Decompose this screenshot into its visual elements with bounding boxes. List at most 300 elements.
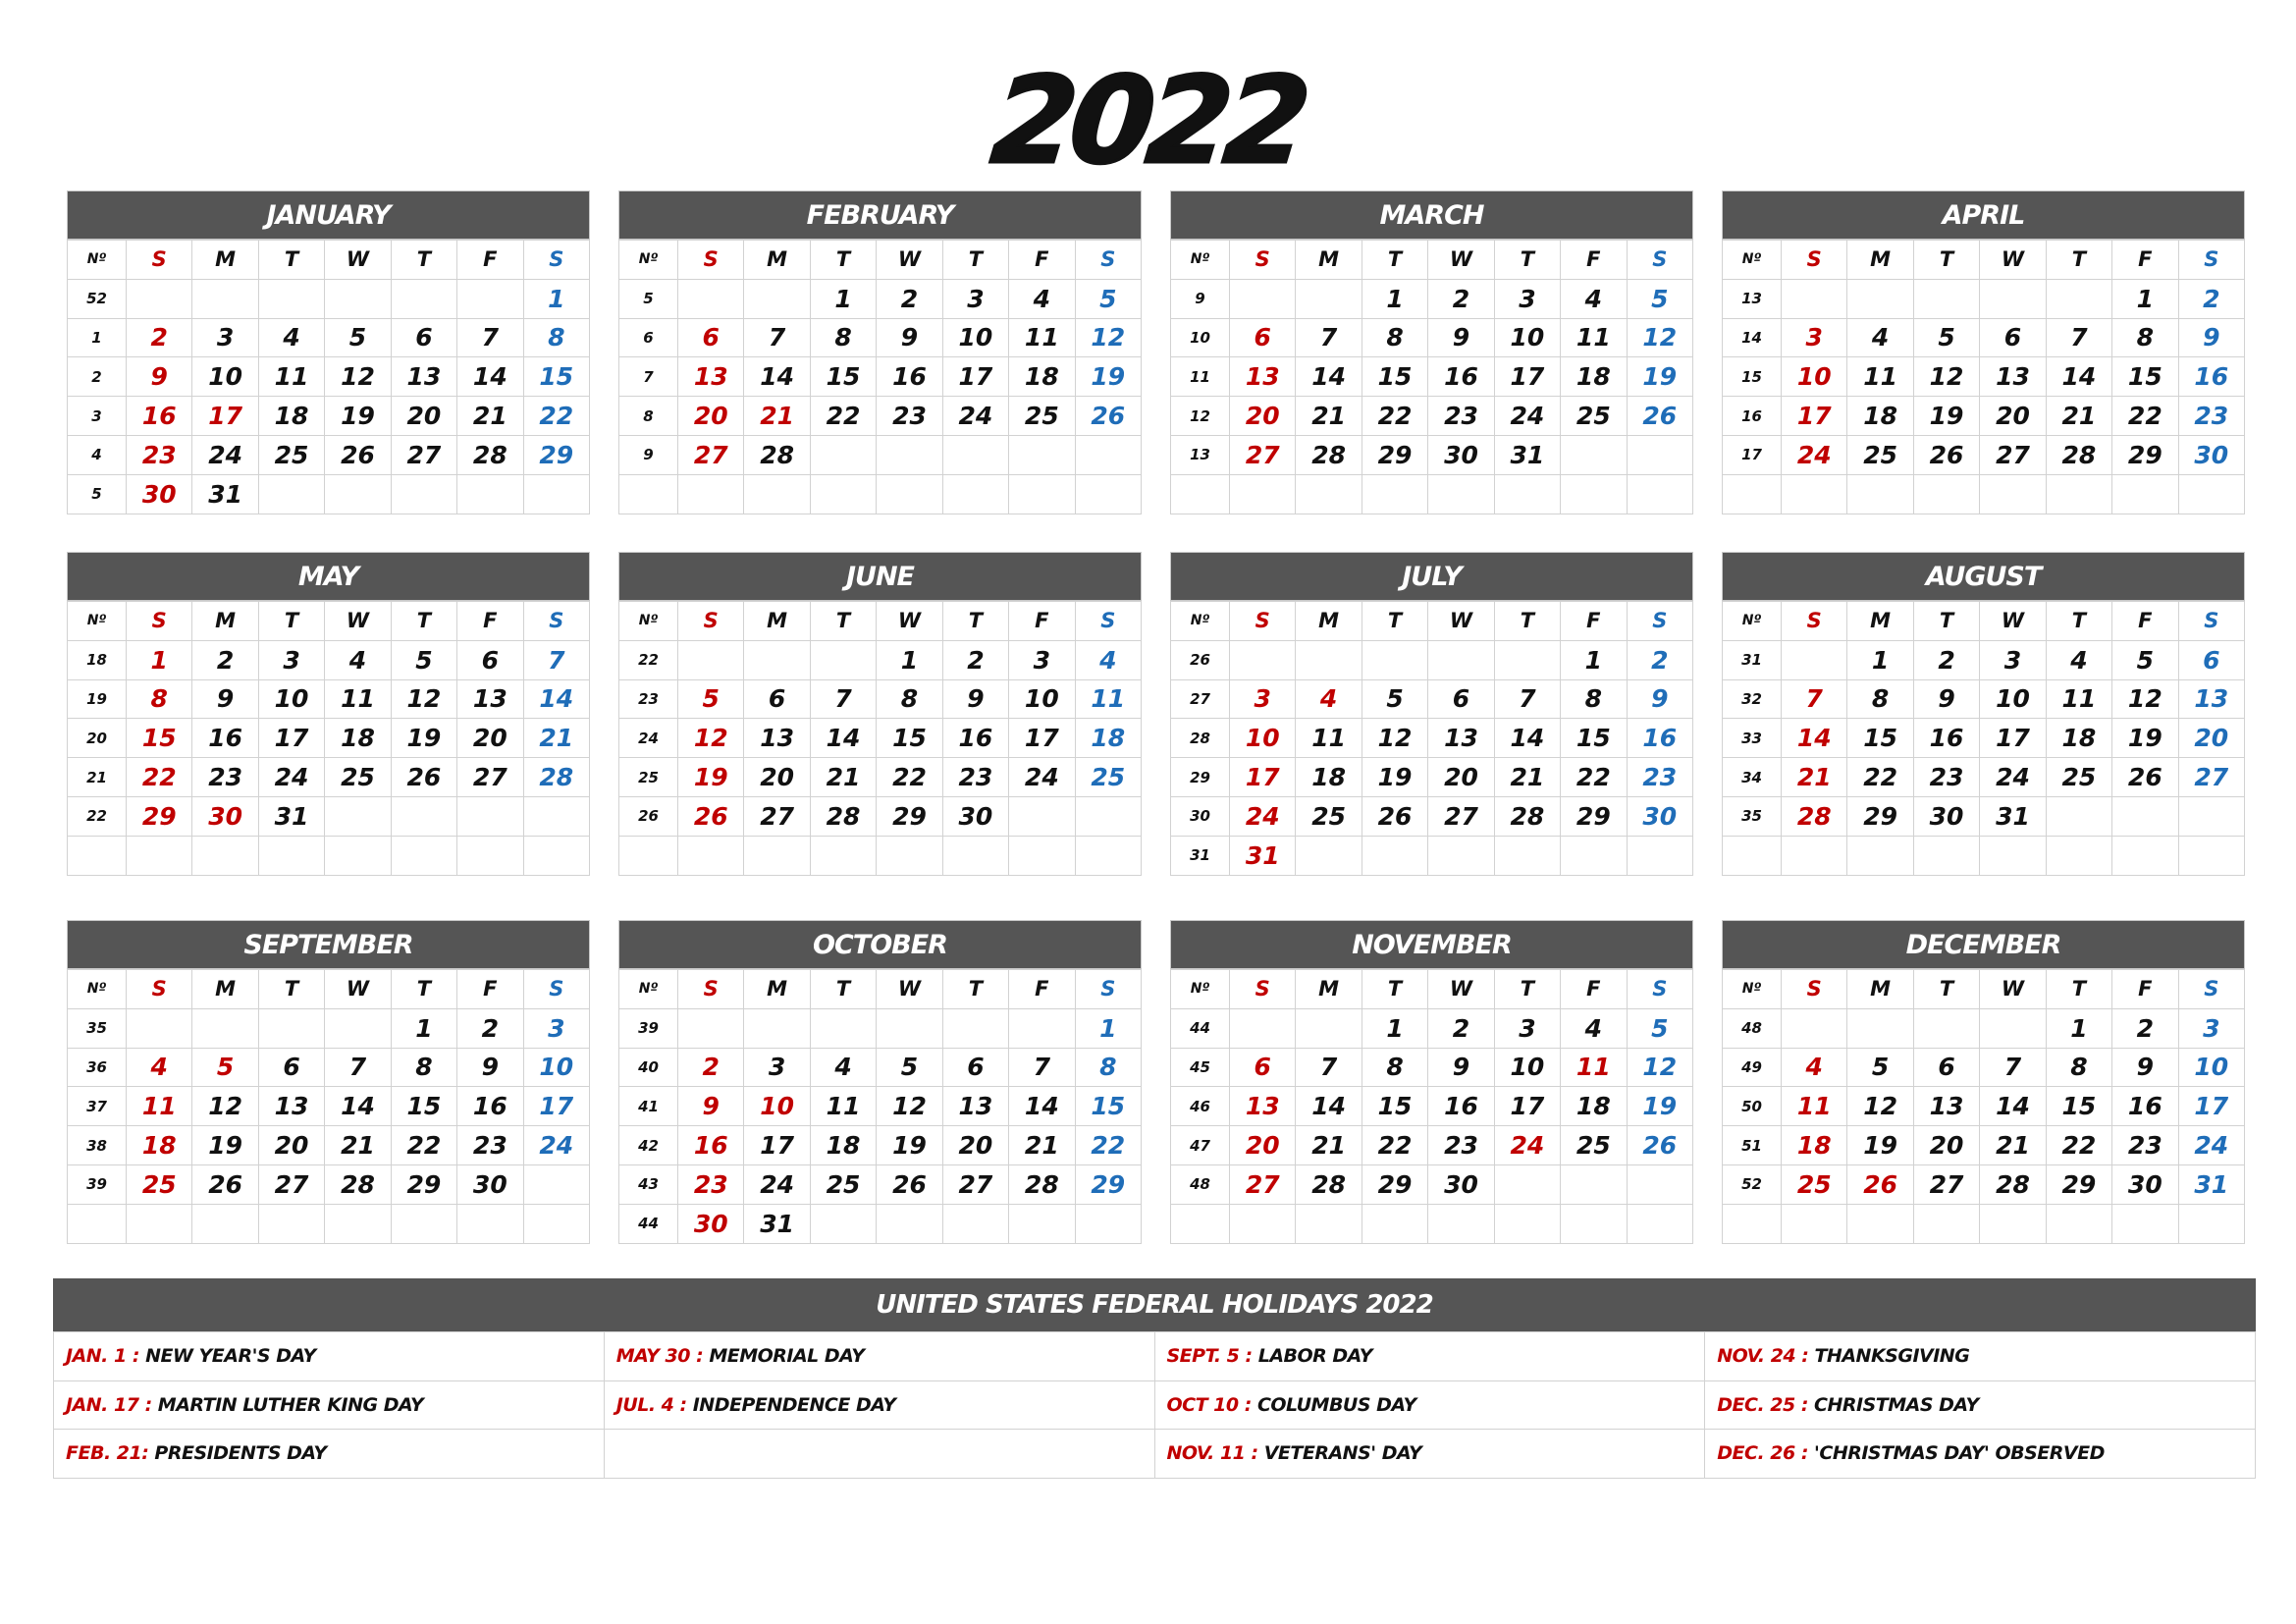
weekday-header: S [1782,602,1847,641]
weekday-header: S [2178,970,2244,1009]
day-cell [744,1008,810,1048]
day-cell: 7 [2046,318,2111,357]
day-cell: 26 [192,1164,258,1204]
day-cell: 8 [127,679,192,719]
day-cell: 16 [1627,719,1692,758]
holiday-name: NEW YEAR'S DAY [138,1345,316,1368]
day-cell: 27 [391,435,456,474]
day-cell: 26 [1913,435,1979,474]
month-table [67,969,590,1244]
day-cell [457,796,523,836]
weekday-header: W [1980,241,2046,280]
day-cell: 19 [391,719,456,758]
day-cell [1980,1204,2046,1243]
week-number [1171,474,1230,514]
day-cell: 7 [1296,318,1362,357]
week-row [1171,719,1693,758]
day-cell: 9 [877,318,942,357]
year-title-text: 2022 [986,51,1310,190]
day-cell: 29 [2046,1164,2111,1204]
day-cell: 18 [1782,1126,1847,1165]
week-number: 47 [1171,1126,1230,1165]
day-cell: 17 [258,719,324,758]
week-number: 35 [68,1008,127,1048]
day-cell: 18 [1561,357,1627,397]
day-cell: 24 [1980,758,2046,797]
week-number: 14 [1723,318,1782,357]
weekday-header: S [678,241,744,280]
day-cell: 6 [457,640,523,679]
day-cell [457,474,523,514]
week-row [1171,397,1693,436]
day-cell: 19 [1627,357,1692,397]
week-row [619,1164,1142,1204]
day-cell: 3 [2178,1008,2244,1048]
day-cell: 10 [1494,1048,1560,1087]
week-row [1171,474,1693,514]
week-row [619,796,1142,836]
day-cell: 14 [1494,719,1560,758]
day-cell: 20 [1230,397,1296,436]
week-row [1723,719,2245,758]
day-cell: 5 [1847,1048,1913,1087]
week-row [619,1204,1142,1243]
month-name: MARCH [1170,190,1693,240]
week-row [619,640,1142,679]
week-number: 8 [619,397,678,436]
day-cell: 28 [457,435,523,474]
day-cell: 29 [1075,1164,1141,1204]
day-cell: 28 [810,796,876,836]
day-cell: 24 [942,397,1008,436]
day-cell: 2 [127,318,192,357]
week-row [619,397,1142,436]
day-cell [810,836,876,875]
week-number [1723,1204,1782,1243]
month-name: JULY [1170,552,1693,601]
day-cell [1230,1204,1296,1243]
week-number: 33 [1723,719,1782,758]
holiday-row [54,1430,2256,1479]
day-cell: 26 [2112,758,2178,797]
month-name: JANUARY [67,190,590,240]
day-cell: 11 [1561,1048,1627,1087]
day-cell [877,1008,942,1048]
weekday-header: T [1913,241,1979,280]
day-cell: 30 [942,796,1008,836]
week-row [1723,279,2245,318]
day-cell: 13 [391,357,456,397]
day-cell [1561,1204,1627,1243]
week-number [619,836,678,875]
week-number: 7 [619,357,678,397]
day-cell: 1 [2112,279,2178,318]
day-cell: 31 [1230,836,1296,875]
day-cell [1847,1204,1913,1243]
month-table [618,240,1142,514]
week-row [1171,435,1693,474]
week-number: 38 [68,1126,127,1165]
week-row [1171,1164,1693,1204]
day-cell [127,1008,192,1048]
day-cell [744,836,810,875]
weekday-header: T [1494,241,1560,280]
day-cell: 7 [1296,1048,1362,1087]
weekday-header: T [391,602,456,641]
week-number: 52 [1723,1164,1782,1204]
day-cell: 19 [1913,397,1979,436]
day-cell [325,279,391,318]
day-cell: 27 [1980,435,2046,474]
day-cell: 22 [391,1126,456,1165]
day-cell: 19 [2112,719,2178,758]
day-cell: 12 [678,719,744,758]
weekday-header: M [744,602,810,641]
weekday-header: F [1009,602,1075,641]
week-number: 12 [1171,397,1230,436]
day-cell: 11 [1782,1087,1847,1126]
week-row [1723,640,2245,679]
week-number: 45 [1171,1048,1230,1087]
day-cell: 21 [325,1126,391,1165]
month-table [67,601,590,876]
holiday-entry [604,1332,1154,1381]
day-cell: 18 [1561,1087,1627,1126]
day-cell [1561,474,1627,514]
day-cell: 6 [744,679,810,719]
week-row [1171,279,1693,318]
day-cell: 10 [192,357,258,397]
weekday-header: M [744,970,810,1009]
weekday-header: T [942,241,1008,280]
week-row [1723,435,2245,474]
day-cell: 29 [877,796,942,836]
day-cell: 24 [258,758,324,797]
weekday-header-row [619,970,1142,1009]
month-may [67,552,590,876]
weekday-header: S [1627,241,1692,280]
weekday-header: S [523,970,589,1009]
day-cell: 9 [678,1087,744,1126]
day-cell [1296,474,1362,514]
day-cell: 11 [325,679,391,719]
weekday-header: F [2112,970,2178,1009]
day-cell: 15 [523,357,589,397]
day-cell: 28 [2046,435,2111,474]
week-number-header: Nº [68,970,127,1009]
week-number: 48 [1723,1008,1782,1048]
day-cell [192,836,258,875]
day-cell: 4 [1561,1008,1627,1048]
day-cell: 30 [678,1204,744,1243]
day-cell [942,474,1008,514]
day-cell [457,1204,523,1243]
day-cell [1494,474,1560,514]
day-cell: 7 [1009,1048,1075,1087]
day-cell: 19 [192,1126,258,1165]
weekday-header: F [1561,241,1627,280]
day-cell: 4 [1561,279,1627,318]
week-row [1723,1204,2245,1243]
day-cell: 27 [744,796,810,836]
day-cell [1296,1008,1362,1048]
week-number: 43 [619,1164,678,1204]
day-cell: 4 [325,640,391,679]
day-cell: 14 [810,719,876,758]
weekday-header: W [325,241,391,280]
holiday-date: JUL. 4 : [615,1393,687,1416]
day-cell: 9 [2112,1048,2178,1087]
day-cell [1009,796,1075,836]
day-cell [1494,1164,1560,1204]
day-cell [1847,1008,1913,1048]
day-cell: 16 [1913,719,1979,758]
day-cell [457,836,523,875]
day-cell: 26 [325,435,391,474]
day-cell: 28 [1494,796,1560,836]
day-cell: 16 [2112,1087,2178,1126]
day-cell: 25 [1009,397,1075,436]
week-number: 24 [619,719,678,758]
weekday-header: T [1913,602,1979,641]
month-table [1170,969,1693,1244]
holidays-panel [53,1278,2256,1479]
day-cell: 25 [810,1164,876,1204]
weekday-header-row [68,241,590,280]
day-cell: 8 [523,318,589,357]
day-cell: 4 [1296,679,1362,719]
day-cell [877,836,942,875]
day-cell: 9 [192,679,258,719]
day-cell: 1 [810,279,876,318]
holiday-entry [604,1380,1154,1430]
week-row [68,640,590,679]
day-cell [678,640,744,679]
day-cell [1296,836,1362,875]
day-cell: 6 [1428,679,1494,719]
day-cell: 19 [1362,758,1427,797]
weekday-header: S [2178,602,2244,641]
day-cell: 23 [1627,758,1692,797]
day-cell [523,796,589,836]
day-cell: 21 [1296,397,1362,436]
day-cell: 30 [2112,1164,2178,1204]
day-cell: 17 [2178,1087,2244,1126]
day-cell: 26 [1627,1126,1692,1165]
weekday-header: T [942,602,1008,641]
day-cell: 7 [523,640,589,679]
day-cell: 9 [1428,1048,1494,1087]
week-number-header: Nº [68,602,127,641]
day-cell: 23 [2112,1126,2178,1165]
day-cell: 30 [1428,435,1494,474]
day-cell: 2 [942,640,1008,679]
holiday-date: JAN. 17 : [66,1393,152,1416]
day-cell: 4 [810,1048,876,1087]
day-cell [942,1008,1008,1048]
week-number: 29 [1171,758,1230,797]
day-cell: 6 [1230,1048,1296,1087]
month-october [618,920,1142,1244]
day-cell [258,474,324,514]
day-cell: 9 [1913,679,1979,719]
month-march [1170,190,1693,514]
day-cell: 2 [457,1008,523,1048]
day-cell: 16 [1428,357,1494,397]
day-cell: 14 [1782,719,1847,758]
day-cell [1627,836,1692,875]
week-number-header: Nº [619,602,678,641]
weekday-header: F [457,241,523,280]
week-number: 5 [619,279,678,318]
day-cell [1494,836,1560,875]
day-cell: 18 [1847,397,1913,436]
week-row [1723,1087,2245,1126]
weekday-header: F [2112,241,2178,280]
day-cell: 2 [1428,1008,1494,1048]
day-cell [192,279,258,318]
day-cell: 4 [2046,640,2111,679]
day-cell [1362,1204,1427,1243]
weekday-header: M [1296,970,1362,1009]
holiday-date: MAY 30 : [615,1345,704,1368]
day-cell: 10 [1009,679,1075,719]
day-cell: 19 [1075,357,1141,397]
month-table [67,240,590,514]
day-cell: 25 [258,435,324,474]
day-cell: 11 [810,1087,876,1126]
day-cell: 26 [678,796,744,836]
day-cell: 24 [2178,1126,2244,1165]
month-name: FEBRUARY [618,190,1142,240]
weekday-header: W [877,241,942,280]
day-cell: 30 [1627,796,1692,836]
day-cell [1913,279,1979,318]
day-cell: 9 [127,357,192,397]
day-cell [523,1204,589,1243]
day-cell: 22 [1561,758,1627,797]
week-row [68,397,590,436]
week-row [1723,318,2245,357]
day-cell: 9 [457,1048,523,1087]
day-cell: 4 [1009,279,1075,318]
day-cell: 31 [1494,435,1560,474]
day-cell: 26 [1847,1164,1913,1204]
week-row [1723,397,2245,436]
day-cell [942,435,1008,474]
day-cell: 13 [258,1087,324,1126]
day-cell: 14 [523,679,589,719]
day-cell [877,474,942,514]
day-cell: 5 [877,1048,942,1087]
day-cell: 25 [1561,1126,1627,1165]
day-cell: 27 [1230,1164,1296,1204]
day-cell: 19 [325,397,391,436]
day-cell [391,836,456,875]
weekday-header: T [391,241,456,280]
weekday-header: S [127,602,192,641]
week-row [1171,679,1693,719]
day-cell: 29 [391,1164,456,1204]
weekday-header: M [192,602,258,641]
week-number: 25 [619,758,678,797]
weekday-header: F [457,602,523,641]
day-cell: 21 [523,719,589,758]
day-cell: 14 [1296,357,1362,397]
holiday-date: FEB. 21: [66,1442,149,1465]
week-number: 40 [619,1048,678,1087]
weekday-header-row [68,602,590,641]
week-number: 16 [1723,397,1782,436]
week-row [68,279,590,318]
day-cell [744,474,810,514]
day-cell [1075,474,1141,514]
week-row [68,1204,590,1243]
day-cell: 21 [1782,758,1847,797]
week-number-header: Nº [1171,241,1230,280]
day-cell [744,640,810,679]
day-cell [2112,836,2178,875]
day-cell: 24 [1494,397,1560,436]
day-cell: 12 [2112,679,2178,719]
day-cell [1627,1164,1692,1204]
day-cell [1847,279,1913,318]
week-number: 46 [1171,1087,1230,1126]
week-number: 44 [1171,1008,1230,1048]
day-cell: 23 [192,758,258,797]
month-table [618,969,1142,1244]
day-cell: 3 [192,318,258,357]
day-cell: 1 [523,279,589,318]
day-cell: 18 [127,1126,192,1165]
week-row [1171,318,1693,357]
day-cell: 14 [2046,357,2111,397]
weekday-header: S [1782,970,1847,1009]
day-cell: 2 [192,640,258,679]
day-cell: 10 [2178,1048,2244,1087]
day-cell: 8 [1847,679,1913,719]
week-number: 22 [68,796,127,836]
month-name: OCTOBER [618,920,1142,969]
day-cell: 22 [1362,1126,1427,1165]
day-cell: 4 [258,318,324,357]
holiday-entry [1154,1332,1705,1381]
weekday-header: S [678,970,744,1009]
day-cell: 23 [1428,397,1494,436]
day-cell: 31 [192,474,258,514]
weekday-header-row [1171,241,1693,280]
day-cell: 7 [1782,679,1847,719]
day-cell: 5 [1362,679,1427,719]
day-cell: 15 [391,1087,456,1126]
weekday-header: T [1362,602,1427,641]
day-cell: 16 [877,357,942,397]
day-cell [258,1008,324,1048]
day-cell: 12 [1075,318,1141,357]
week-number: 21 [68,758,127,797]
day-cell: 3 [744,1048,810,1087]
day-cell: 6 [258,1048,324,1087]
day-cell: 2 [2178,279,2244,318]
day-cell [1913,836,1979,875]
day-cell: 15 [810,357,876,397]
day-cell: 12 [1627,1048,1692,1087]
holiday-entry [604,1430,1154,1479]
day-cell: 18 [1009,357,1075,397]
day-cell: 9 [942,679,1008,719]
month-name: NOVEMBER [1170,920,1693,969]
day-cell: 12 [391,679,456,719]
